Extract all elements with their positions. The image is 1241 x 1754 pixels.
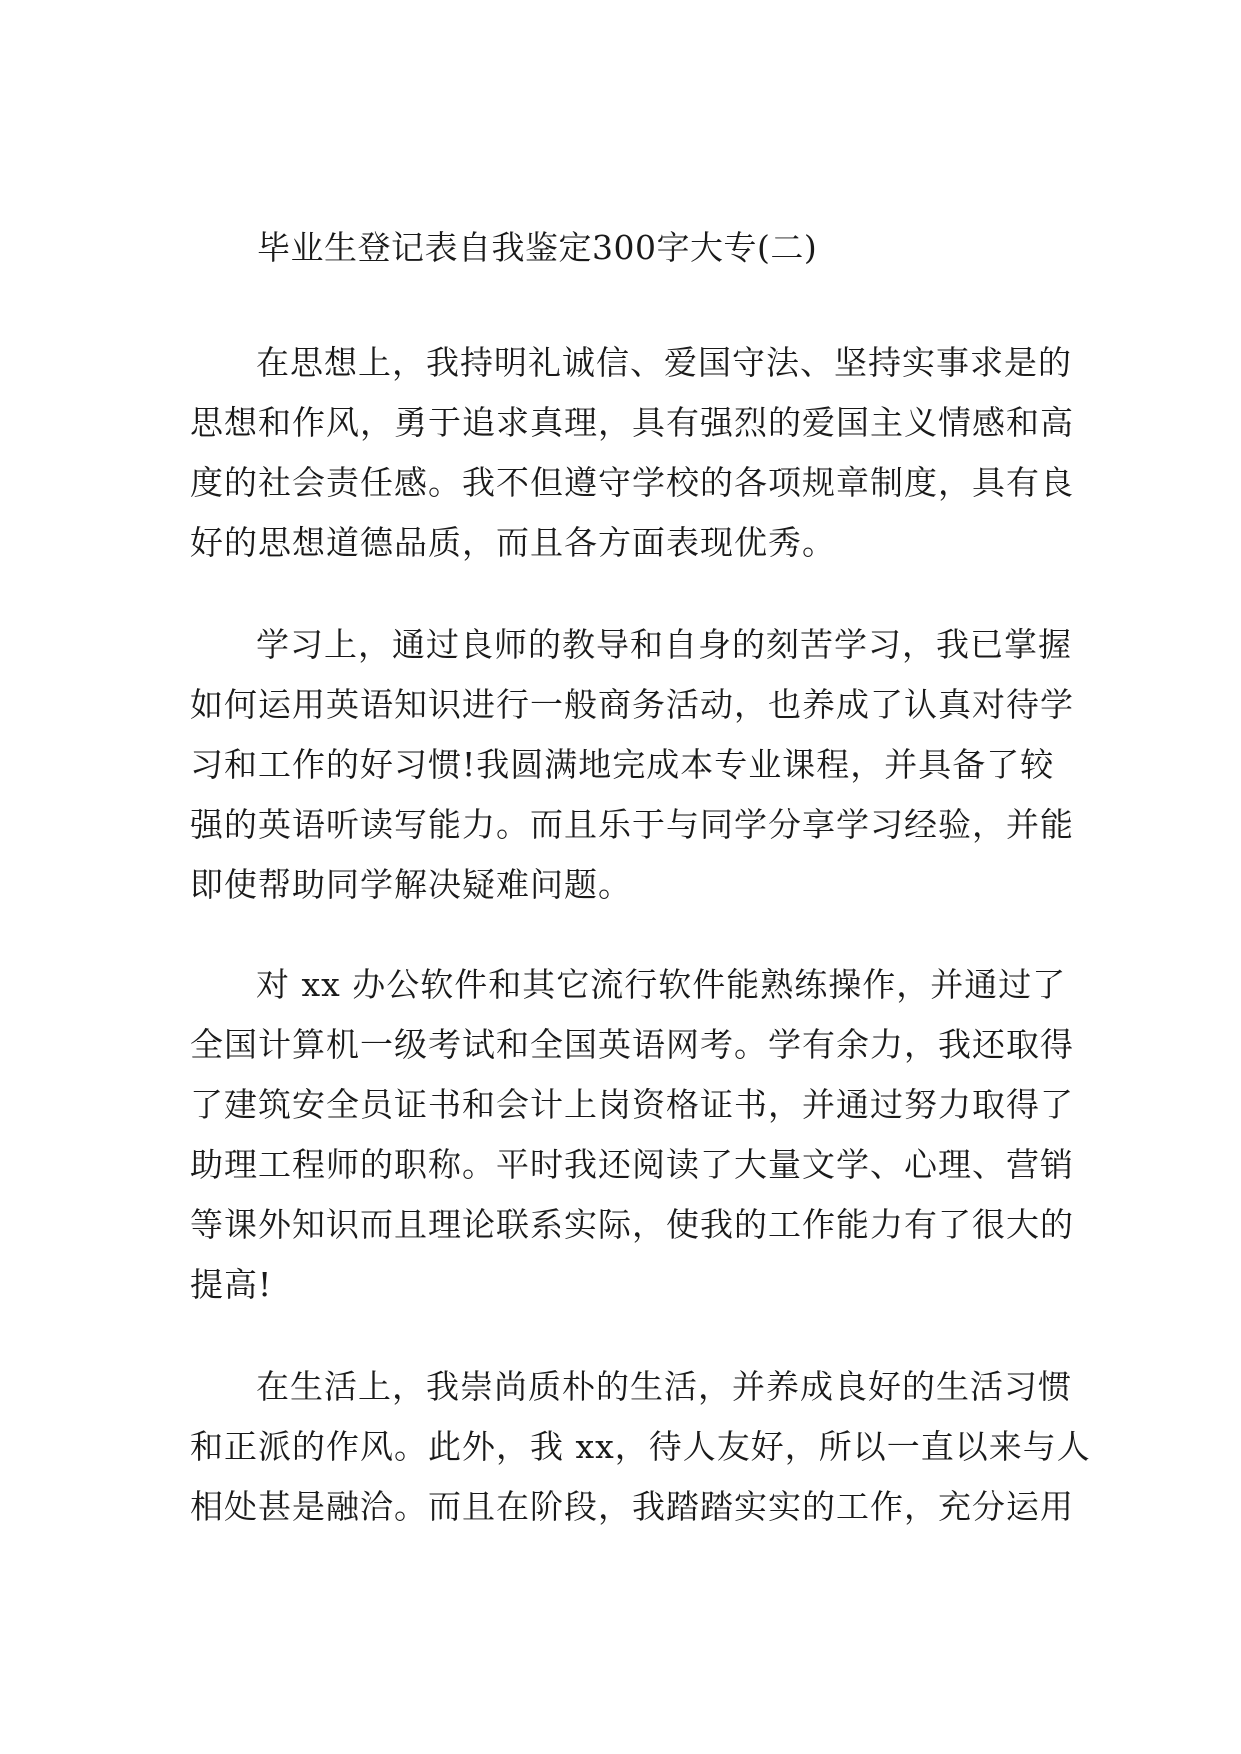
paragraph-thought xyxy=(190,333,1074,573)
paragraph-line: 了建筑安全员证书和会计上岗资格证书，并通过努力取得了 xyxy=(190,1085,1074,1124)
paragraph-line: 等课外知识而且理论联系实际，使我的工作能力有了很大的 xyxy=(190,1205,1074,1244)
paragraph-life xyxy=(190,1357,1091,1537)
paragraph-line: 度的社会责任感。我不但遵守学校的各项规章制度，具有良 xyxy=(190,463,1074,502)
paragraph-line: 提高! xyxy=(190,1265,273,1304)
paragraph-line: 如何运用英语知识进行一般商务活动，也养成了认真对待学 xyxy=(190,685,1074,724)
paragraph-line: 和正派的作风。此外，我 xx，待人友好，所以一直以来与人 xyxy=(190,1427,1091,1466)
paragraph-line: 强的英语听读写能力。而且乐于与同学分享学习经验，并能 xyxy=(190,805,1074,844)
paragraph-line: 助理工程师的职称。平时我还阅读了大量文学、心理、营销 xyxy=(190,1145,1074,1184)
paragraph-skills xyxy=(190,955,1074,1315)
paragraph-line: 全国计算机一级考试和全国英语网考。学有余力，我还取得 xyxy=(190,1025,1074,1064)
paragraph-study xyxy=(190,615,1074,915)
paragraph-line: 思想和作风，勇于追求真理，具有强烈的爱国主义情感和高 xyxy=(190,403,1074,442)
paragraph-line: 即使帮助同学解决疑难问题。 xyxy=(190,865,632,904)
paragraph-line: 相处甚是融洽。而且在阶段，我踏踏实实的工作，充分运用 xyxy=(190,1487,1074,1526)
paragraph-line: 学习上，通过良师的教导和自身的刻苦学习，我已掌握 xyxy=(256,625,1072,664)
paragraph-line: 在思想上，我持明礼诚信、爱国守法、坚持实事求是的 xyxy=(256,343,1072,382)
paragraph-line: 对 xx 办公软件和其它流行软件能熟练操作，并通过了 xyxy=(256,965,1067,1004)
paragraph-line: 在生活上，我崇尚质朴的生活，并养成良好的生活习惯 xyxy=(256,1367,1072,1406)
document-title: 毕业生登记表自我鉴定300字大专(二) xyxy=(257,228,818,267)
paragraph-line: 习和工作的好习惯!我圆满地完成本专业课程，并具备了较 xyxy=(190,745,1055,784)
paragraph-line: 好的思想道德品质，而且各方面表现优秀。 xyxy=(190,523,836,562)
